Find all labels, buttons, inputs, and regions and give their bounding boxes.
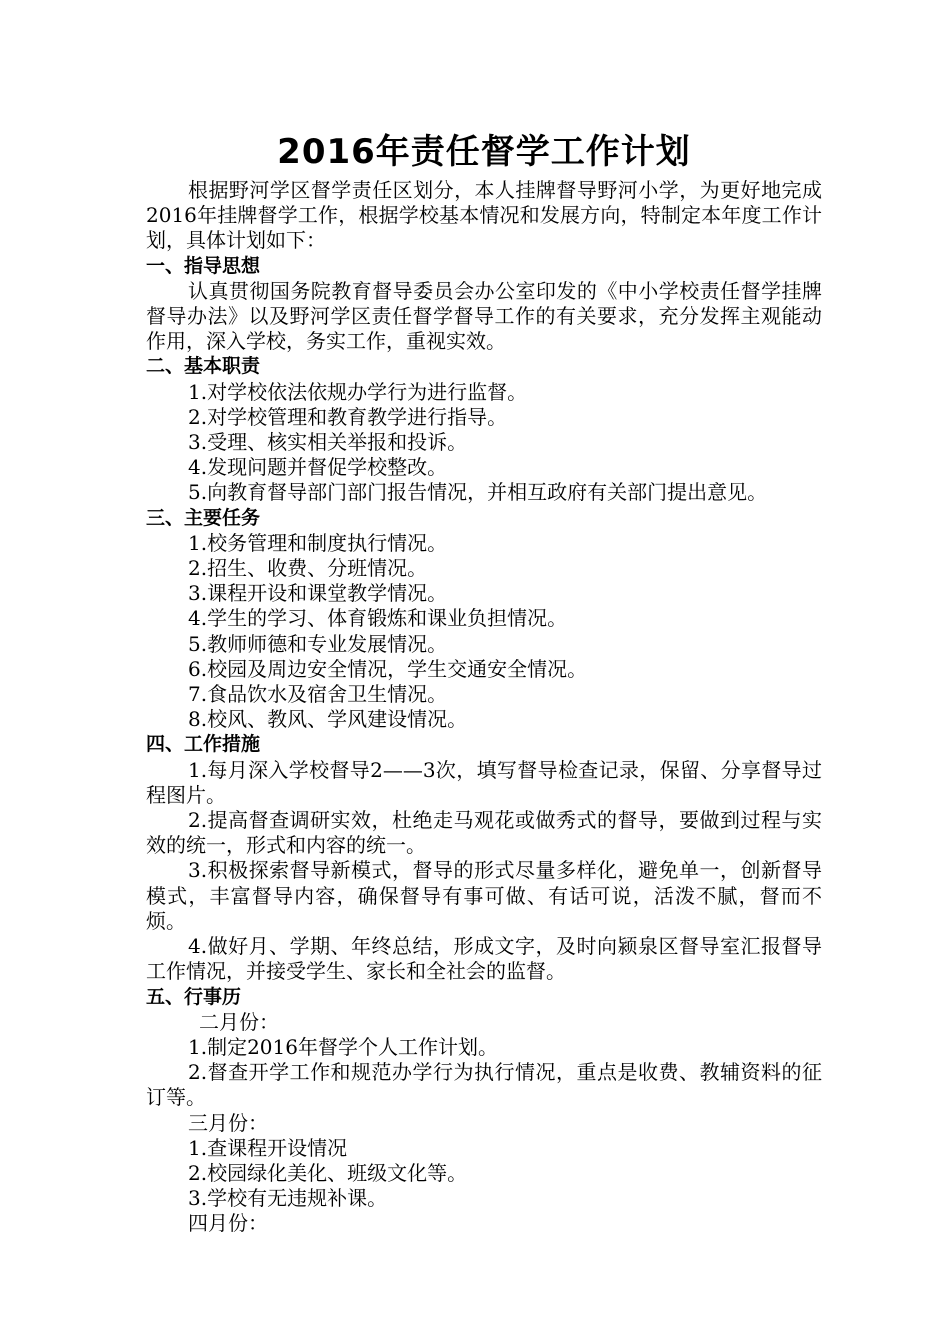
- list-item: 4.发现问题并督促学校整改。: [188, 455, 448, 480]
- section-heading-main-tasks: 三、主要任务: [146, 506, 261, 529]
- main-tasks-list: [146, 531, 822, 733]
- list-item: 5.教师师德和专业发展情况。: [188, 631, 448, 656]
- list-item: 4.学生的学习、体育锻炼和课业负担情况。: [188, 606, 568, 631]
- list-item: 1.制定2016年督学个人工作计划。: [188, 1034, 498, 1059]
- list-item: 1.查课程开设情况: [188, 1135, 348, 1160]
- list-item: 7.食品饮水及宿舍卫生情况。: [188, 682, 448, 707]
- section-heading-work-measures: 四、工作措施: [146, 733, 261, 756]
- list-item: 8.校风、教风、学风建设情况。: [188, 707, 468, 732]
- list-item: 5.向教育督导部门部门报告情况，并相互政府有关部门提出意见。: [188, 480, 768, 505]
- month-label-march: 三月份：: [188, 1110, 268, 1135]
- february-list: [146, 1035, 822, 1111]
- section-heading-calendar: 五、行事历: [146, 985, 242, 1008]
- document-body: [146, 130, 822, 1237]
- month-label-february: 二月份：: [199, 1009, 279, 1034]
- list-item: 2.督查开学工作和规范办学行为执行情况，重点是收费、教辅资料的征订等。: [146, 1060, 822, 1110]
- list-item: 3.积极探索督导新模式，督导的形式尽量多样化，避免单一，创新督导模式，丰富督导内容，确保督导有事可做、有话可说，活泼不腻，督而不烦。: [146, 858, 822, 933]
- section-heading-basic-duties: 二、基本职责: [146, 355, 261, 378]
- march-list: [146, 1136, 822, 1212]
- list-item: 1.对学校依法依规办学行为进行监督。: [188, 379, 528, 404]
- list-item: 2.招生、收费、分班情况。: [188, 556, 428, 581]
- list-item: 3.受理、核实相关举报和投诉。: [188, 430, 468, 455]
- guiding-ideology-paragraph: 认真贯彻国务院教育督导委员会办公室印发的《中小学校责任督学挂牌督导办法》以及野河学区责任督学督导工作的有关要求，充分发挥主观能动作用，深入学校，务实工作，重视实效。: [146, 278, 822, 354]
- list-item: 1.校务管理和制度执行情况。: [188, 530, 448, 555]
- list-item: 4.做好月、学期、年终总结，形成文字，及时向颍泉区督导室汇报督导工作情况，并接受学生、家长和全社会的监督。: [146, 934, 822, 984]
- month-label-april: 四月份：: [188, 1211, 268, 1236]
- list-item: 3.学校有无违规补课。: [188, 1186, 388, 1211]
- intro-paragraph: 根据野河学区督学责任区划分，本人挂牌督导野河小学，为更好地完成2016年挂牌督学工作，根据学校基本情况和发展方向，特制定本年度工作计划，具体计划如下：: [146, 178, 822, 253]
- basic-duties-list: [146, 380, 822, 506]
- page-title: 2016年责任督学工作计划: [277, 132, 691, 172]
- list-item: 2.校园绿化美化、班级文化等。: [188, 1160, 468, 1185]
- list-item: 2.对学校管理和教育教学进行指导。: [188, 404, 508, 429]
- list-item: 1.每月深入学校督导2——3次，填写督导检查记录，保留、分享督导过程图片。: [146, 757, 822, 807]
- section-heading-guiding-ideology: 一、指导思想: [146, 254, 261, 277]
- list-item: 6.校园及周边安全情况，学生交通安全情况。: [188, 656, 588, 681]
- work-measures-list: [146, 758, 822, 985]
- list-item: 2.提高督查调研实效，杜绝走马观花或做秀式的督导，要做到过程与实效的统一，形式和内容的统一。: [146, 808, 822, 858]
- list-item: 3.课程开设和课堂教学情况。: [188, 581, 448, 606]
